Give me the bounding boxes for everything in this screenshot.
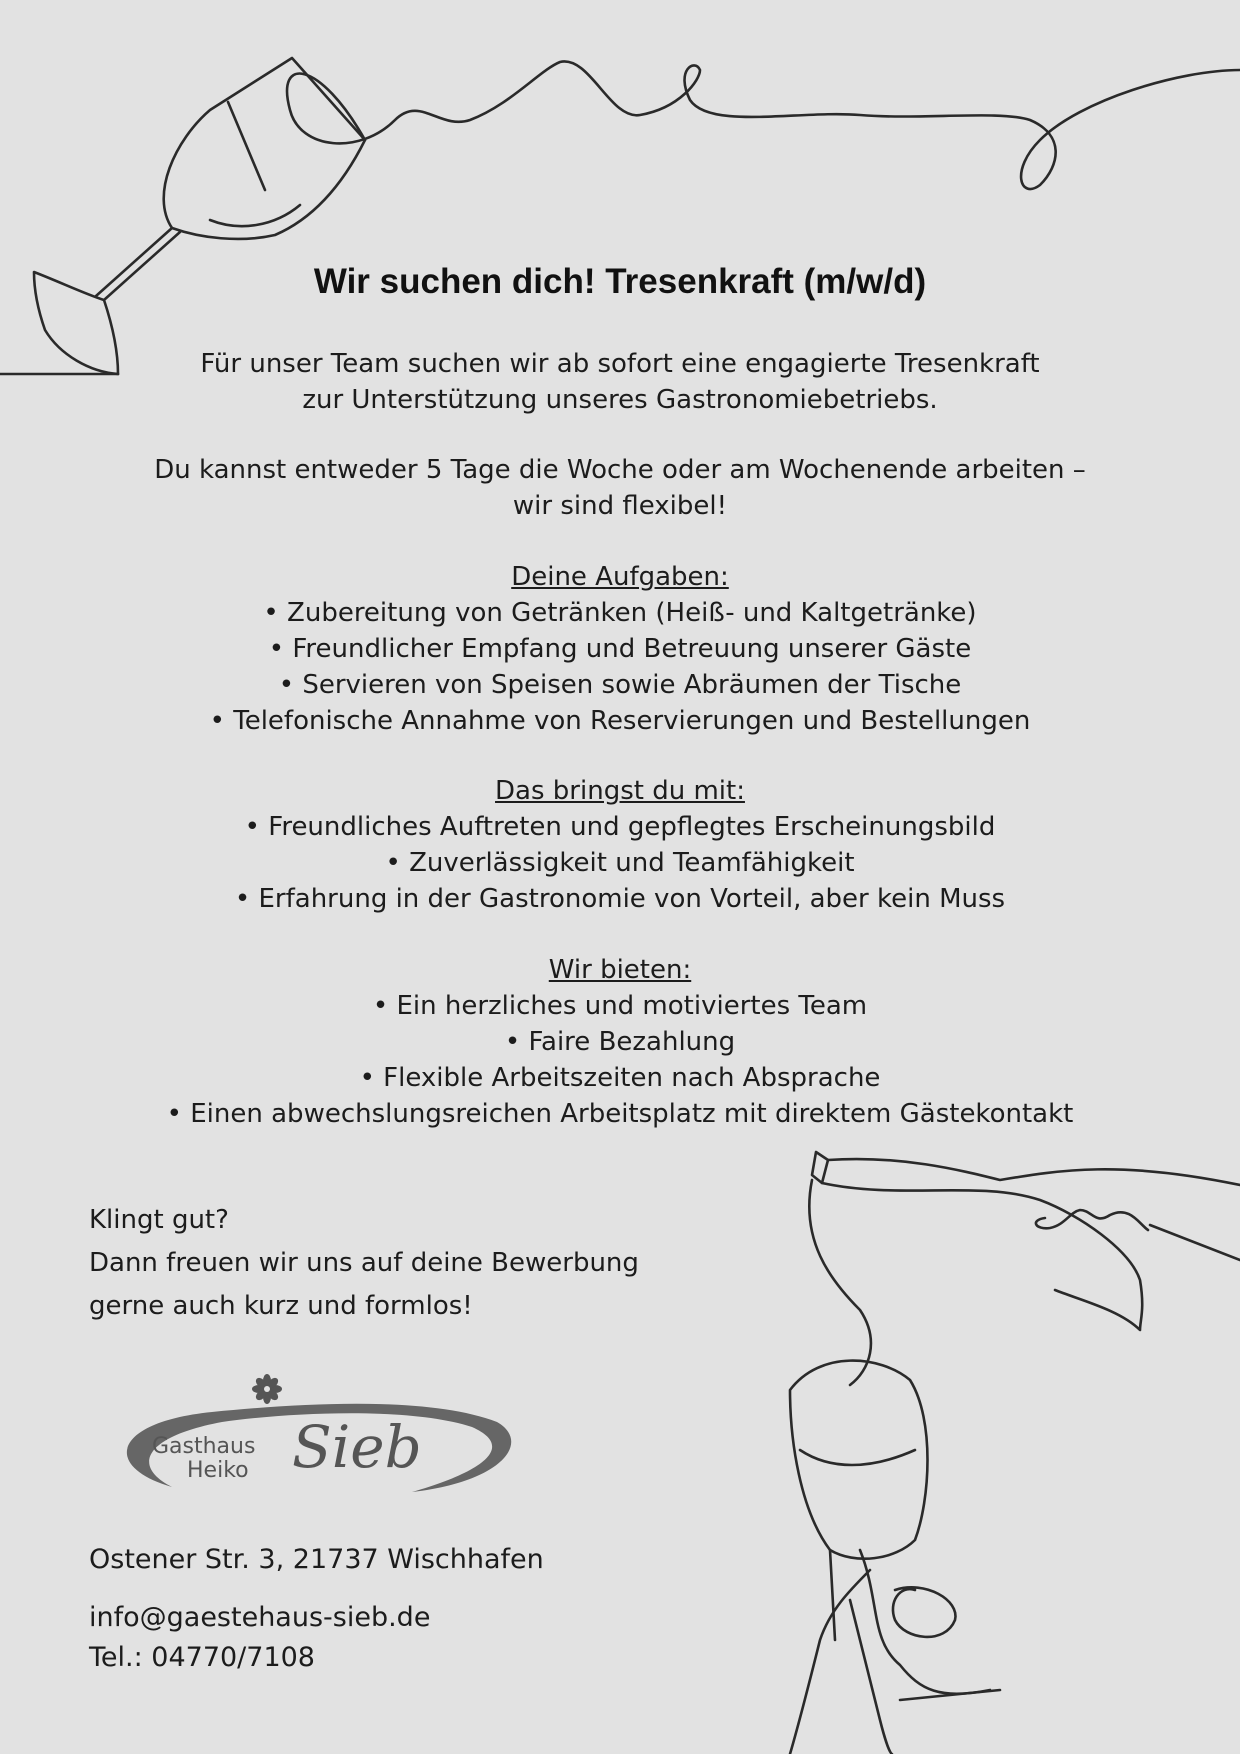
section-heading: Deine Aufgaben: xyxy=(511,562,729,592)
page-title: Wir suchen dich! Tresenkraft (m/w/d) xyxy=(313,262,927,301)
list-item: • Telefonische Annahme von Reservierungen und Bestellungen xyxy=(209,706,1031,736)
intro-line: zur Unterstützung unseres Gastronomiebetriebs. xyxy=(302,385,938,415)
gasthaus-sieb-logo xyxy=(112,1367,512,1515)
list-item: • Freundlicher Empfang und Betreuung unserer Gäste xyxy=(268,634,972,664)
closing-line: Dann freuen wir uns auf deine Bewerbung xyxy=(89,1248,639,1278)
logo-line-2: Heiko xyxy=(187,1458,249,1483)
intro-line: Für unser Team suchen wir ab sofort eine engagierte Tresenkraft xyxy=(200,349,1040,379)
bottle-glass-bottom-icon xyxy=(790,1152,1240,1754)
phone-link[interactable]: Tel.: 04770/7108 xyxy=(89,1642,315,1673)
closing-text xyxy=(89,1199,639,1328)
wine-glass-top-icon xyxy=(0,58,1240,374)
list-item: • Einen abwechslungsreichen Arbeitsplatz mit direktem Gästekontakt xyxy=(166,1099,1074,1129)
closing-line: gerne auch kurz und formlos! xyxy=(89,1291,473,1321)
logo-name: Sieb xyxy=(292,1413,422,1481)
section-heading: Wir bieten: xyxy=(548,955,692,985)
list-item: • Flexible Arbeitszeiten nach Absprache xyxy=(359,1063,881,1093)
flex-line: wir sind flexibel! xyxy=(512,491,728,521)
list-item: • Faire Bezahlung xyxy=(504,1027,736,1057)
section-heading: Das bringst du mit: xyxy=(495,776,745,806)
section-offer xyxy=(0,952,1240,1132)
contact-details xyxy=(89,1598,430,1678)
intro-text xyxy=(0,346,1240,418)
flower-icon xyxy=(252,1374,282,1404)
address-text: Ostener Str. 3, 21737 Wischhafen xyxy=(89,1544,544,1575)
contact-address xyxy=(89,1540,544,1580)
section-tasks xyxy=(0,559,1240,739)
list-item: • Zuverlässigkeit und Teamfähigkeit xyxy=(385,848,855,878)
flex-line: Du kannst entweder 5 Tage die Woche oder am Wochenende arbeiten – xyxy=(154,455,1086,485)
email-link[interactable]: info@gaestehaus-sieb.de xyxy=(89,1602,431,1633)
section-requirements xyxy=(0,773,1240,917)
list-item: • Freundliches Auftreten und gepflegtes Erscheinungsbild xyxy=(244,812,996,842)
closing-line: Klingt gut? xyxy=(89,1205,229,1235)
list-item: • Erfahrung in der Gastronomie von Vorteil, aber kein Muss xyxy=(234,884,1006,914)
list-item: • Servieren von Speisen sowie Abräumen der Tische xyxy=(278,670,962,700)
list-item: • Ein herzliches und motiviertes Team xyxy=(372,991,868,1021)
list-item: • Zubereitung von Getränken (Heiß- und Kaltgetränke) xyxy=(263,598,977,628)
flex-text xyxy=(0,452,1240,524)
logo-line-1: Gasthaus xyxy=(152,1434,256,1459)
